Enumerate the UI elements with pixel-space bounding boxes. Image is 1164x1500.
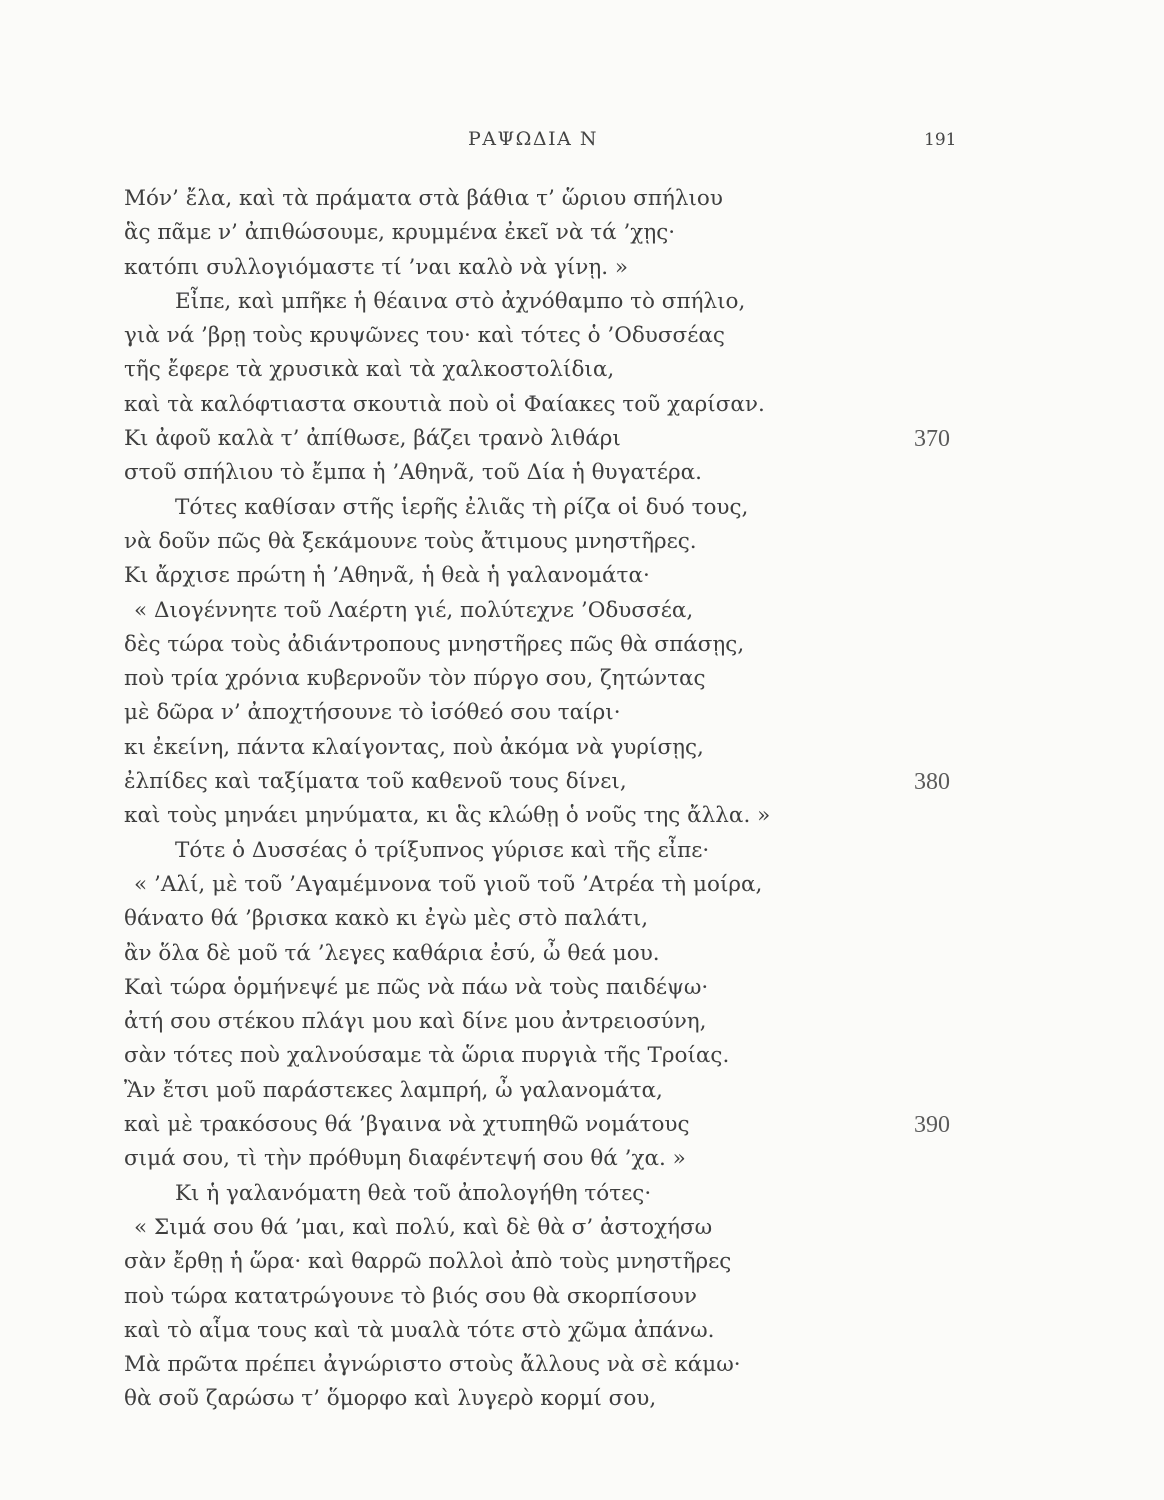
verse-line bbox=[0, 388, 1164, 422]
verse-text: Καὶ τώρα ὁρμήνεψέ με πῶς νὰ πάω νὰ τοὺς παιδέψω· bbox=[124, 974, 709, 1000]
verse-line bbox=[0, 1211, 1164, 1245]
verse-text: Μόν’ ἔλα, καὶ τὰ πράματα στὰ βάθια τ’ ὥριου σπήλιου bbox=[124, 186, 723, 211]
verse-line bbox=[0, 319, 1164, 353]
verse-text: καὶ μὲ τρακόσους θά ’βγαινα νὰ χτυπηθῶ νομάτους bbox=[124, 1112, 690, 1138]
verse-line bbox=[0, 628, 1164, 662]
verse-line bbox=[0, 1142, 1164, 1176]
verse-line bbox=[0, 765, 1164, 799]
verse-text: ποὺ τώρα κατατρώγουνε τὸ βιός σου θὰ σκορπίσουν bbox=[124, 1283, 697, 1309]
verse-text: μὲ δῶρα ν’ ἀποχτήσουνε τὸ ἰσόθεό σου ταίρι· bbox=[124, 700, 621, 726]
verse-text: σιμά σου, τὶ τὴν πρόθυμη διαφέντεψή σου θά ’χα. » bbox=[124, 1146, 686, 1172]
verse-line bbox=[0, 422, 1164, 456]
verse-text: στοῦ σπήλιου τὸ ἔμπα ἡ ’Αθηνᾶ, τοῦ Δία ἡ θυγατέρα. bbox=[124, 460, 703, 486]
verse-line bbox=[0, 1005, 1164, 1039]
verse-line bbox=[0, 491, 1164, 525]
line-number: 370 bbox=[914, 426, 950, 453]
verse-line bbox=[0, 1108, 1164, 1142]
verse-text: νὰ δοῦν πῶς θὰ ξεκάμουνε τοὺς ἄτιμους μνηστῆρες. bbox=[124, 528, 697, 554]
verse-line bbox=[0, 902, 1164, 936]
verse-text: « ’Αλί, μὲ τοῦ ’Αγαμέμνονα τοῦ γιοῦ τοῦ ’Ατρέα τὴ μοίρα, bbox=[134, 871, 763, 897]
verse-line bbox=[0, 1074, 1164, 1108]
verse-line bbox=[0, 834, 1164, 868]
verse-text: Κι ἄρχισε πρώτη ἡ ’Αθηνᾶ, ἡ θεὰ ἡ γαλανομάτα· bbox=[124, 563, 650, 589]
verse-line bbox=[0, 662, 1164, 696]
verse-line bbox=[0, 1245, 1164, 1279]
verse-text: Μὰ πρῶτα πρέπει ἀγνώριστο στοὺς ἄλλους νὰ σὲ κάμω· bbox=[124, 1352, 741, 1378]
verse-line bbox=[0, 696, 1164, 730]
verse-text: Κι ἀφοῦ καλὰ τ’ ἀπίθωσε, βάζει τρανὸ λιθάρι bbox=[124, 426, 621, 452]
verse-text: τῆς ἔφερε τὰ χρυσικὰ καὶ τὰ χαλκοστολίδια, bbox=[124, 357, 615, 383]
verse-line bbox=[0, 1382, 1164, 1416]
verse-line bbox=[0, 456, 1164, 490]
verse-text: καὶ τὰ καλόφτιαστα σκουτιὰ ποὺ οἱ Φαίακες τοῦ χαρίσαν. bbox=[124, 391, 765, 417]
verse-text: δὲς τώρα τοὺς ἀδιάντροπους μνηστῆρες πῶς θὰ σπάσῃς, bbox=[124, 631, 745, 657]
verse-line bbox=[0, 1314, 1164, 1348]
verse-line bbox=[0, 1177, 1164, 1211]
verse-text: γιὰ νά ’βρῃ τοὺς κρυψῶνες του· καὶ τότες ὁ ’Οδυσσέας bbox=[124, 323, 725, 349]
verse-line bbox=[0, 182, 1164, 216]
verse-line bbox=[0, 937, 1164, 971]
verse-text: Κι ἡ γαλανόματη θεὰ τοῦ ἀπολογήθη τότες· bbox=[175, 1180, 652, 1206]
verse-text: Τότε ὁ Δυσσέας ὁ τρίξυπνος γύρισε καὶ τῆς εἶπε· bbox=[175, 837, 710, 863]
verse-text: κατόπι συλλογιόμαστε τί ’ναι καλὸ νὰ γίνῃ. » bbox=[124, 254, 629, 280]
verse-text: Τότες καθίσαν στῆς ἱερῆς ἐλιᾶς τὴ ρίζα οἱ δυό τους, bbox=[175, 494, 749, 520]
verse-text: ἐλπίδες καὶ ταξίματα τοῦ καθενοῦ τους δίνει, bbox=[124, 769, 627, 795]
verse-line bbox=[0, 525, 1164, 559]
verse-line bbox=[0, 799, 1164, 833]
verse-text: καὶ τὸ αἷμα τους καὶ τὰ μυαλὰ τότε στὸ χῶμα ἀπάνω. bbox=[124, 1317, 715, 1343]
verse-text: Ἂν ἔτσι μοῦ παράστεκες λαμπρή, ὦ γαλανομάτα, bbox=[124, 1077, 663, 1103]
verse-text: Εἶπε, καὶ μπῆκε ἡ θέαινα στὸ ἀχνόθαμπο τὸ σπήλιο, bbox=[175, 288, 746, 314]
verse-line bbox=[0, 971, 1164, 1005]
verse-line bbox=[0, 1039, 1164, 1073]
verse-text: ἃς πᾶμε ν’ ἀπιθώσουμε, κρυμμένα ἐκεῖ νὰ τά ’χῃς· bbox=[124, 220, 676, 246]
verse-line bbox=[0, 594, 1164, 628]
running-head-title: ΡΑΨΩΔΙΑ Ν bbox=[468, 128, 599, 150]
line-number: 390 bbox=[914, 1112, 950, 1139]
verse-text: « Σιμά σου θά ’μαι, καὶ πολύ, καὶ δὲ θὰ σ’ ἀστοχήσω bbox=[134, 1214, 713, 1240]
verse-line bbox=[0, 285, 1164, 319]
verse-line bbox=[0, 353, 1164, 387]
verse-line bbox=[0, 251, 1164, 285]
verse-line bbox=[0, 731, 1164, 765]
running-head bbox=[0, 128, 1164, 158]
verse-text: ἂν ὅλα δὲ μοῦ τά ’λεγες καθάρια ἐσύ, ὦ θεά μου. bbox=[124, 940, 660, 966]
verse-text: καὶ τοὺς μηνάει μηνύματα, κι ἃς κλώθῃ ὁ νοῦς της ἄλλα. » bbox=[124, 803, 771, 829]
page-number: 191 bbox=[924, 130, 957, 150]
verse-text: κι ἐκείνη, πάντα κλαίγοντας, ποὺ ἀκόμα νὰ γυρίσῃς, bbox=[124, 734, 704, 760]
line-number: 380 bbox=[914, 769, 950, 796]
verse-text: σὰν τότες ποὺ χαλνούσαμε τὰ ὥρια πυργιὰ τῆς Τροίας. bbox=[124, 1043, 730, 1069]
verse-text: σὰν ἔρθῃ ἡ ὥρα· καὶ θαρρῶ πολλοὶ ἀπὸ τοὺς μνηστῆρες bbox=[124, 1249, 732, 1275]
verse-text: ποὺ τρία χρόνια κυβερνοῦν τὸν πύργο σου, ζητώντας bbox=[124, 666, 706, 692]
verse-line bbox=[0, 216, 1164, 250]
verse-text: θάνατο θά ’βρισκα κακὸ κι ἐγὼ μὲς στὸ παλάτι, bbox=[124, 906, 649, 932]
verse-line bbox=[0, 1280, 1164, 1314]
verse-text: θὰ σοῦ ζαρώσω τ’ ὅμορφο καὶ λυγερὸ κορμί σου, bbox=[124, 1386, 657, 1412]
verse-text: « Διογέννητε τοῦ Λαέρτη γιέ, πολύτεχνε ’Οδυσσέα, bbox=[134, 597, 694, 623]
verse-line bbox=[0, 868, 1164, 902]
verse-line bbox=[0, 559, 1164, 593]
verse-block bbox=[0, 182, 1164, 1417]
verse-line bbox=[0, 1348, 1164, 1382]
verse-text: ἀτή σου στέκου πλάγι μου καὶ δίνε μου ἀντρειοσύνη, bbox=[124, 1009, 707, 1035]
